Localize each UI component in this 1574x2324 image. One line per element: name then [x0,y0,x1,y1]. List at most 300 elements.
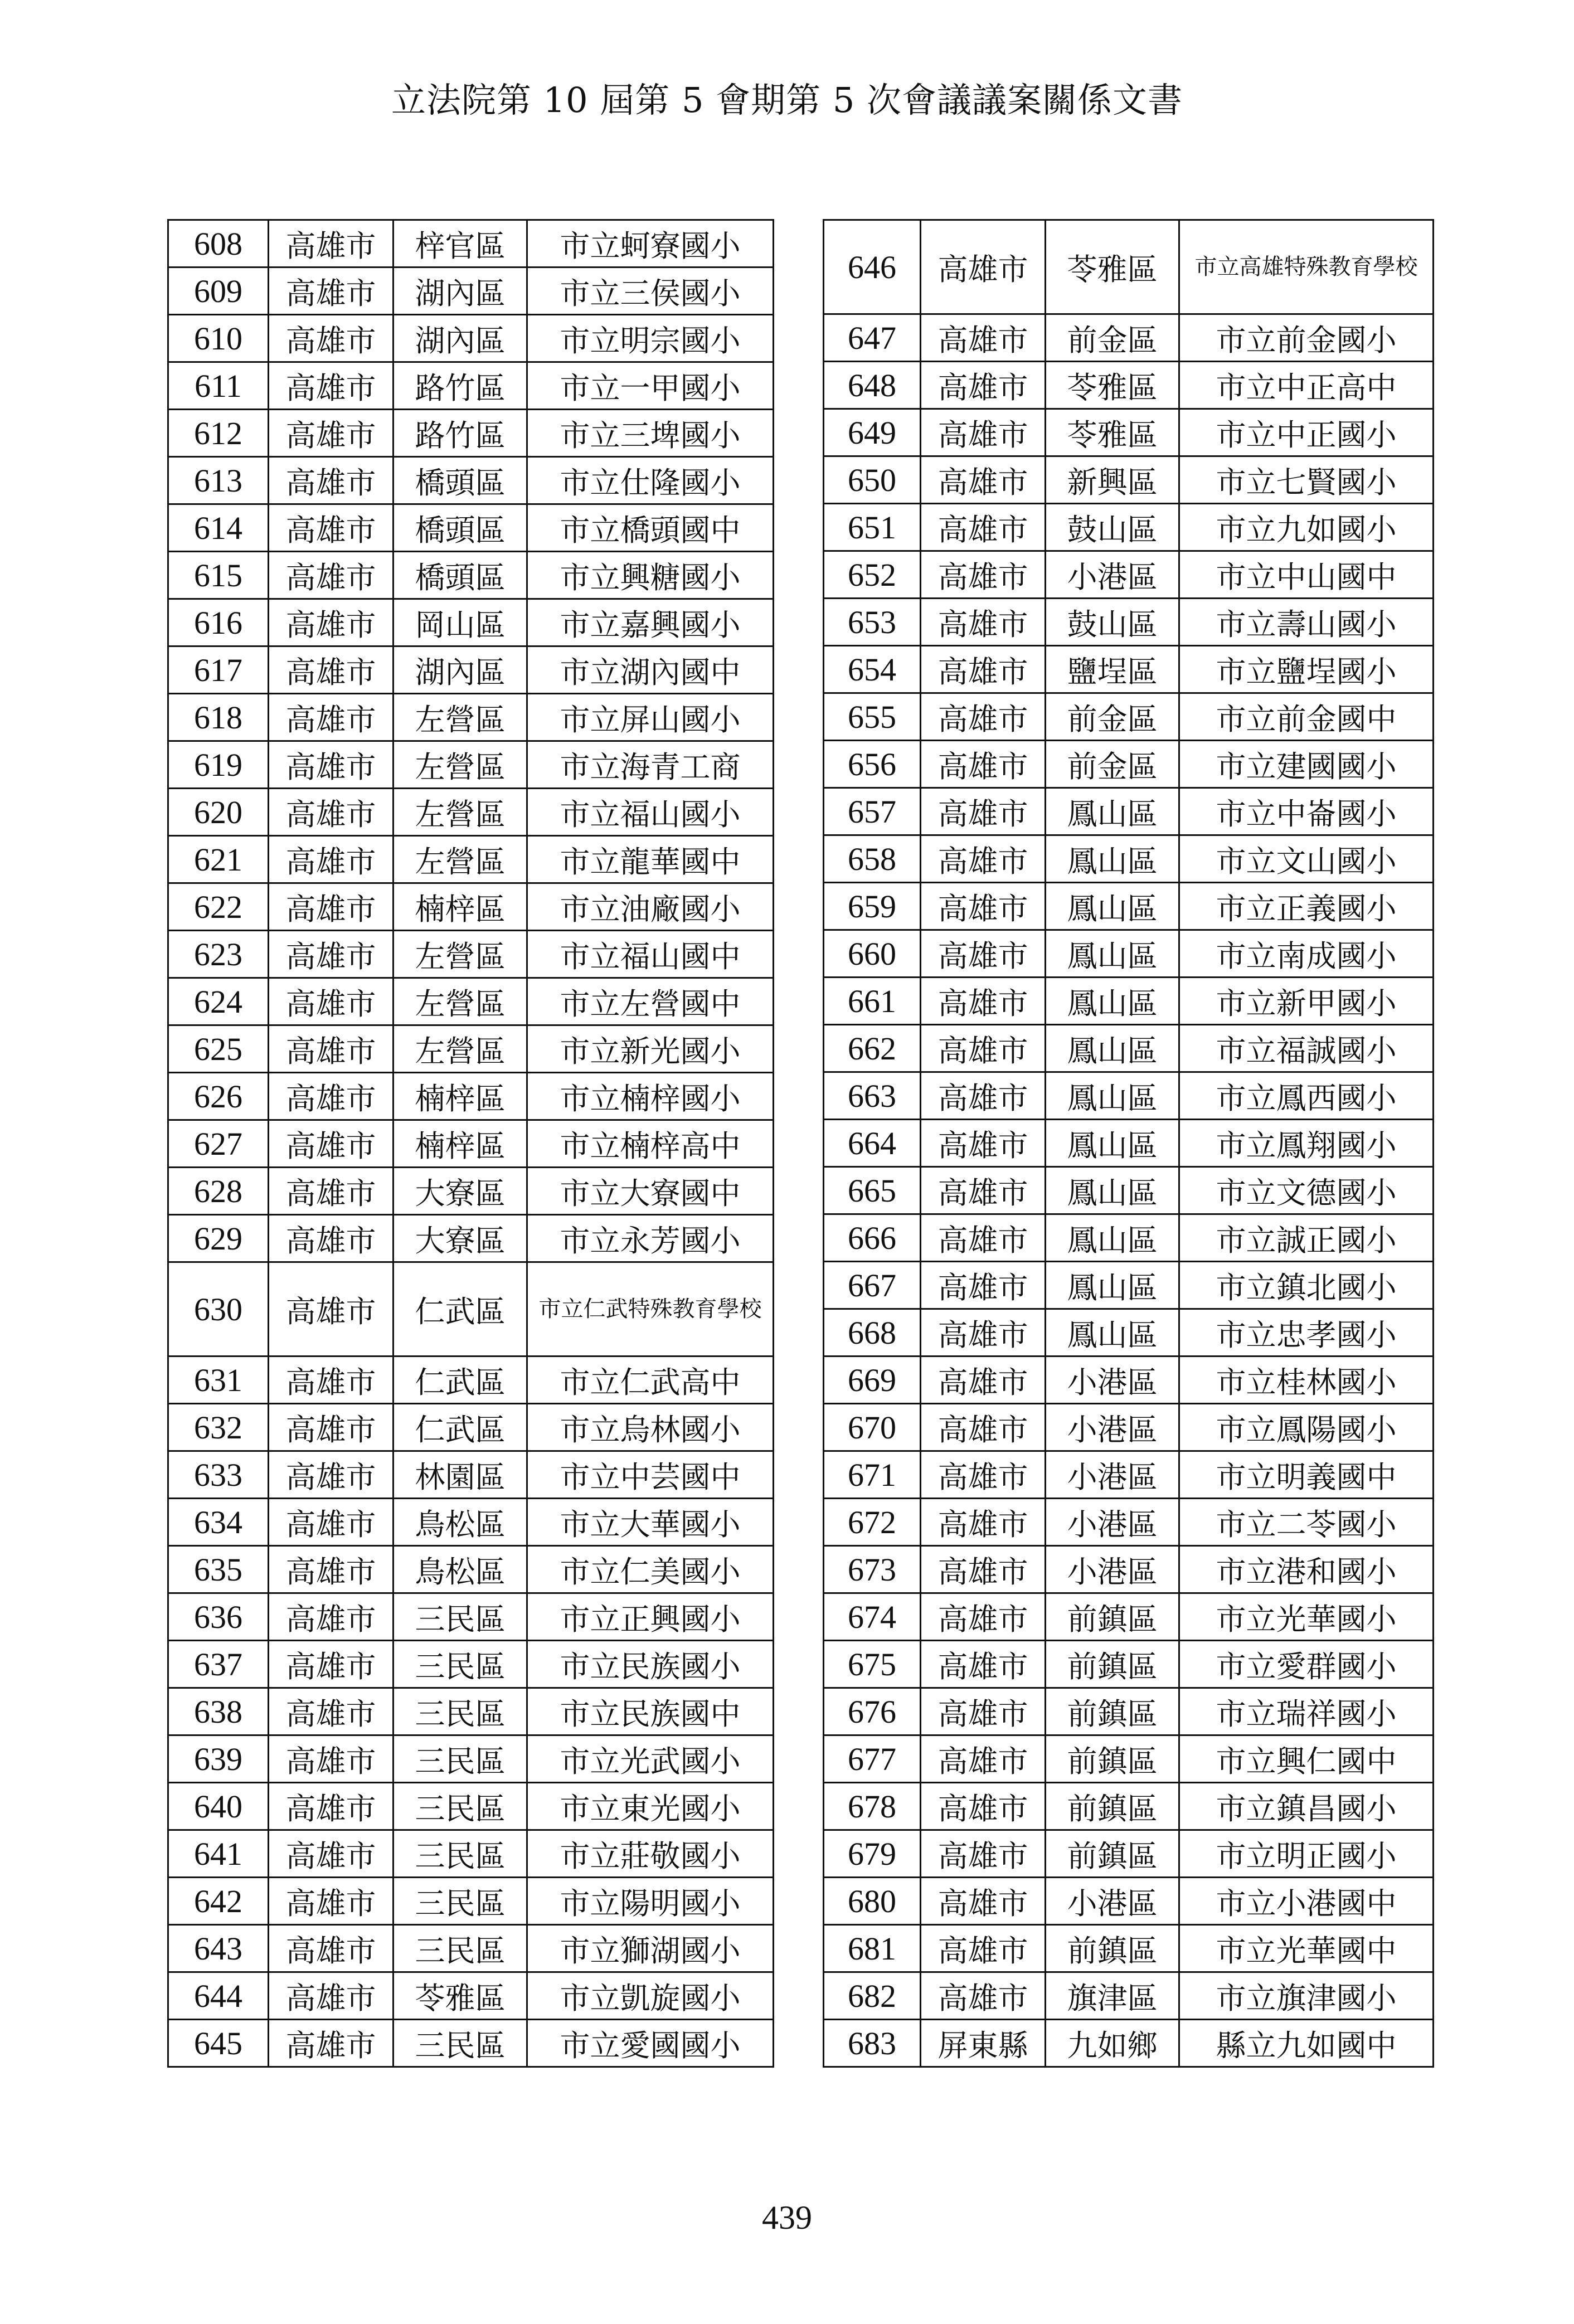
table-row [824,930,1434,978]
district-cell: 前鎮區 [1046,1735,1179,1783]
district-cell: 小港區 [1046,1357,1179,1404]
school-name-cell: 縣立九如國中 [1179,2020,1434,2067]
table-row [824,1120,1434,1167]
school-name-cell: 市立凱旋國小 [527,1972,774,2020]
city-cell: 高雄市 [921,220,1046,314]
district-cell: 鳳山區 [1046,1120,1179,1167]
school-name-cell: 市立民族國中 [527,1688,774,1735]
city-cell: 高雄市 [269,1120,394,1168]
school-name-cell: 市立港和國小 [1179,1546,1434,1593]
city-cell: 高雄市 [269,1262,394,1357]
school-name-cell: 市立興糖國小 [527,552,774,599]
table-row [824,220,1434,314]
district-cell: 湖內區 [394,315,527,362]
table-row [168,1641,774,1688]
school-name-cell: 市立大寮國中 [527,1168,774,1215]
school-name-cell: 市立明正國小 [1179,1830,1434,1878]
city-cell: 高雄市 [269,410,394,457]
row-number: 612 [168,410,269,457]
table-row [168,1830,774,1878]
district-cell: 鹽埕區 [1046,646,1179,693]
district-cell: 前金區 [1046,741,1179,788]
school-name-cell: 市立仁武特殊教育學校 [527,1262,774,1357]
school-name-cell: 市立鳳陽國小 [1179,1404,1434,1451]
row-number: 618 [168,694,269,741]
city-cell: 高雄市 [921,1451,1046,1499]
row-number: 636 [168,1593,269,1641]
district-cell: 仁武區 [394,1357,527,1404]
city-cell: 高雄市 [269,1593,394,1641]
row-number: 671 [824,1451,921,1499]
school-name-cell: 市立建國國小 [1179,741,1434,788]
district-cell: 路竹區 [394,410,527,457]
row-number: 683 [824,2020,921,2067]
row-number: 629 [168,1215,269,1262]
table-row [168,457,774,504]
school-name-cell: 市立湖內國中 [527,646,774,694]
city-cell: 高雄市 [269,1783,394,1830]
district-cell: 前鎮區 [1046,1830,1179,1878]
table-row [824,883,1434,930]
city-cell: 高雄市 [921,1167,1046,1214]
district-cell: 鳥松區 [394,1546,527,1593]
district-cell: 楠梓區 [394,883,527,931]
table-row [168,1025,774,1073]
row-number: 653 [824,599,921,646]
row-number: 638 [168,1688,269,1735]
district-cell: 前鎮區 [1046,1783,1179,1830]
city-cell: 高雄市 [269,1499,394,1546]
school-name-cell: 市立海青工商 [527,741,774,789]
city-cell: 高雄市 [921,1783,1046,1830]
district-cell: 左營區 [394,1025,527,1073]
row-number: 679 [824,1830,921,1878]
school-name-cell: 市立七賢國小 [1179,456,1434,504]
district-cell: 橋頭區 [394,457,527,504]
table-row [168,1783,774,1830]
city-cell: 高雄市 [921,1262,1046,1309]
city-cell: 高雄市 [269,1972,394,2020]
table-row [824,788,1434,835]
city-cell: 高雄市 [269,978,394,1025]
city-cell: 高雄市 [269,694,394,741]
page-number: 439 [762,2199,812,2236]
school-name-cell: 市立民族國小 [527,1641,774,1688]
school-name-cell: 市立瑞祥國小 [1179,1688,1434,1735]
city-cell: 高雄市 [921,1072,1046,1120]
row-number: 673 [824,1546,921,1593]
table-row [824,978,1434,1025]
district-cell: 左營區 [394,694,527,741]
row-number: 625 [168,1025,269,1073]
district-cell: 楠梓區 [394,1120,527,1168]
district-cell: 三民區 [394,1830,527,1878]
district-cell: 三民區 [394,1878,527,1925]
school-name-cell: 市立愛國國小 [527,2020,774,2067]
row-number: 643 [168,1925,269,1972]
school-name-cell: 市立興仁國中 [1179,1735,1434,1783]
row-number: 615 [168,552,269,599]
city-cell: 高雄市 [269,1168,394,1215]
row-number: 644 [168,1972,269,2020]
row-number: 660 [824,930,921,978]
district-cell: 前鎮區 [1046,1688,1179,1735]
school-name-cell: 市立光武國小 [527,1735,774,1783]
row-number: 661 [824,978,921,1025]
row-number: 667 [824,1262,921,1309]
district-cell: 鳳山區 [1046,1214,1179,1262]
table-row [168,220,774,268]
school-name-cell: 市立旗津國小 [1179,1972,1434,2020]
row-number: 666 [824,1214,921,1262]
district-cell: 湖內區 [394,646,527,694]
city-cell: 高雄市 [269,1073,394,1120]
table-row [168,599,774,646]
city-cell: 高雄市 [921,504,1046,551]
table-row [824,504,1434,551]
school-name-cell: 市立福誠國小 [1179,1025,1434,1072]
school-name-cell: 市立仁美國小 [527,1546,774,1593]
table-row [824,1309,1434,1357]
school-name-cell: 市立嘉興國小 [527,599,774,646]
school-name-cell: 市立楠梓國小 [527,1073,774,1120]
school-name-cell: 市立誠正國小 [1179,1214,1434,1262]
district-cell: 岡山區 [394,599,527,646]
district-cell: 三民區 [394,1925,527,1972]
city-cell: 高雄市 [269,1925,394,1972]
row-number: 631 [168,1357,269,1404]
city-cell: 高雄市 [921,1309,1046,1357]
row-number: 674 [824,1593,921,1641]
district-cell: 梓官區 [394,220,527,268]
school-name-cell: 市立仕隆國小 [527,457,774,504]
district-cell: 左營區 [394,978,527,1025]
table-row [168,1499,774,1546]
table-row [168,741,774,789]
city-cell: 高雄市 [921,1688,1046,1735]
table-row [824,1357,1434,1404]
row-number: 675 [824,1641,921,1688]
row-number: 642 [168,1878,269,1925]
city-cell: 高雄市 [921,1641,1046,1688]
city-cell: 高雄市 [921,314,1046,362]
row-number: 613 [168,457,269,504]
table-row [824,1546,1434,1593]
school-name-cell: 市立文德國小 [1179,1167,1434,1214]
school-name-cell: 市立楠梓高中 [527,1120,774,1168]
school-name-cell: 市立福山國小 [527,789,774,836]
city-cell: 高雄市 [921,1120,1046,1167]
city-cell: 高雄市 [269,552,394,599]
table-row [824,1735,1434,1783]
row-number: 616 [168,599,269,646]
table-row [824,1878,1434,1925]
row-number: 621 [168,836,269,883]
row-number: 652 [824,551,921,599]
district-cell: 新興區 [1046,456,1179,504]
city-cell: 高雄市 [921,1404,1046,1451]
district-cell: 苓雅區 [394,1972,527,2020]
row-number: 657 [824,788,921,835]
row-number: 648 [824,362,921,409]
table-row [824,551,1434,599]
city-cell: 高雄市 [921,1972,1046,2020]
school-name-cell: 市立二苓國小 [1179,1499,1434,1546]
table-row [168,362,774,410]
city-cell: 高雄市 [921,646,1046,693]
table-row [168,1593,774,1641]
table-row [168,1878,774,1925]
row-number: 677 [824,1735,921,1783]
district-cell: 三民區 [394,1641,527,1688]
table-row [168,504,774,552]
school-name-cell: 市立陽明國小 [527,1878,774,1925]
school-name-cell: 市立烏林國小 [527,1404,774,1451]
row-number: 655 [824,693,921,741]
city-cell: 高雄市 [269,457,394,504]
district-cell: 鼓山區 [1046,599,1179,646]
table-row [824,1262,1434,1309]
school-name-cell: 市立鹽埕國小 [1179,646,1434,693]
school-name-cell: 市立一甲國小 [527,362,774,410]
district-cell: 鳳山區 [1046,1167,1179,1214]
city-cell: 高雄市 [921,1025,1046,1072]
row-number: 624 [168,978,269,1025]
city-cell: 高雄市 [921,1830,1046,1878]
row-number: 620 [168,789,269,836]
row-number: 663 [824,1072,921,1120]
table-row [168,1120,774,1168]
school-name-cell: 市立明義國中 [1179,1451,1434,1499]
table-row [824,1688,1434,1735]
city-cell: 高雄市 [269,883,394,931]
school-name-cell: 市立獅湖國小 [527,1925,774,1972]
row-number: 614 [168,504,269,552]
row-number: 635 [168,1546,269,1593]
district-cell: 林園區 [394,1451,527,1499]
row-number: 633 [168,1451,269,1499]
district-cell: 左營區 [394,741,527,789]
city-cell: 高雄市 [269,1451,394,1499]
school-name-cell: 市立高雄特殊教育學校 [1179,220,1434,314]
school-name-cell: 市立左營國中 [527,978,774,1025]
district-cell: 前金區 [1046,314,1179,362]
district-cell: 小港區 [1046,1451,1179,1499]
row-number: 658 [824,835,921,883]
district-cell: 九如鄉 [1046,2020,1179,2067]
table-row [168,1735,774,1783]
row-number: 639 [168,1735,269,1783]
district-cell: 橋頭區 [394,552,527,599]
school-name-cell: 市立鳳翔國小 [1179,1120,1434,1167]
table-row [824,1451,1434,1499]
school-name-cell: 市立光華國小 [1179,1593,1434,1641]
district-cell: 鳳山區 [1046,788,1179,835]
table-row [824,362,1434,409]
city-cell: 高雄市 [269,315,394,362]
table-row [168,1688,774,1735]
district-cell: 前鎮區 [1046,1593,1179,1641]
row-number: 647 [824,314,921,362]
row-number: 669 [824,1357,921,1404]
table-row [824,1214,1434,1262]
district-cell: 小港區 [1046,551,1179,599]
city-cell: 高雄市 [269,646,394,694]
table-row [168,268,774,315]
city-cell: 高雄市 [269,1404,394,1451]
row-number: 628 [168,1168,269,1215]
school-name-cell: 市立南成國小 [1179,930,1434,978]
school-name-cell: 市立正興國小 [527,1593,774,1641]
table-row [168,1262,774,1357]
table-row [824,1072,1434,1120]
district-cell: 小港區 [1046,1546,1179,1593]
district-cell: 鳳山區 [1046,835,1179,883]
school-name-cell: 市立九如國小 [1179,504,1434,551]
row-number: 680 [824,1878,921,1925]
city-cell: 高雄市 [269,1878,394,1925]
row-number: 634 [168,1499,269,1546]
row-number: 626 [168,1073,269,1120]
row-number: 622 [168,883,269,931]
row-number: 678 [824,1783,921,1830]
row-number: 654 [824,646,921,693]
school-name-cell: 市立中正高中 [1179,362,1434,409]
document-header: 立法院第 10 屆第 5 會期第 5 次會議議案關係文書 [391,80,1183,120]
city-cell: 高雄市 [269,1735,394,1783]
school-name-cell: 市立新光國小 [527,1025,774,1073]
city-cell: 高雄市 [269,741,394,789]
district-cell: 鳳山區 [1046,1025,1179,1072]
district-cell: 楠梓區 [394,1073,527,1120]
table-row [824,1025,1434,1072]
table-row [168,1073,774,1120]
district-cell: 仁武區 [394,1262,527,1357]
district-cell: 三民區 [394,1593,527,1641]
row-number: 630 [168,1262,269,1357]
city-cell: 高雄市 [269,836,394,883]
school-name-cell: 市立中山國中 [1179,551,1434,599]
district-cell: 仁武區 [394,1404,527,1451]
school-name-cell: 市立龍華國中 [527,836,774,883]
table-row [824,456,1434,504]
city-cell: 高雄市 [921,930,1046,978]
table-row [824,1167,1434,1214]
school-name-cell: 市立莊敬國小 [527,1830,774,1878]
city-cell: 高雄市 [269,1688,394,1735]
row-number: 656 [824,741,921,788]
district-cell: 左營區 [394,836,527,883]
row-number: 611 [168,362,269,410]
district-cell: 前金區 [1046,693,1179,741]
table-row [824,835,1434,883]
table-row [168,694,774,741]
city-cell: 高雄市 [921,741,1046,788]
table-row [168,1972,774,2020]
row-number: 665 [824,1167,921,1214]
school-name-cell: 市立屏山國小 [527,694,774,741]
city-cell: 高雄市 [921,835,1046,883]
table-row [168,1215,774,1262]
table-row [824,1972,1434,2020]
row-number: 645 [168,2020,269,2067]
city-cell: 高雄市 [269,1546,394,1593]
school-name-cell: 市立鳳西國小 [1179,1072,1434,1120]
district-cell: 鳥松區 [394,1499,527,1546]
row-number: 650 [824,456,921,504]
city-cell: 高雄市 [269,789,394,836]
table-row [824,2020,1434,2067]
table-row [824,1499,1434,1546]
city-cell: 高雄市 [269,1357,394,1404]
school-name-cell: 市立三侯國小 [527,268,774,315]
city-cell: 高雄市 [921,1214,1046,1262]
school-name-cell: 市立中正國小 [1179,409,1434,456]
row-number: 608 [168,220,269,268]
row-number: 637 [168,1641,269,1688]
city-cell: 高雄市 [269,931,394,978]
school-name-cell: 市立小港國中 [1179,1878,1434,1925]
row-number: 640 [168,1783,269,1830]
district-cell: 鳳山區 [1046,1072,1179,1120]
table-row [824,1404,1434,1451]
table-row [168,1357,774,1404]
table-row [824,1641,1434,1688]
school-name-cell: 市立前金國小 [1179,314,1434,362]
row-number: 649 [824,409,921,456]
district-cell: 三民區 [394,2020,527,2067]
district-cell: 旗津區 [1046,1972,1179,2020]
table-row [168,978,774,1025]
table-row [168,789,774,836]
table-row [168,931,774,978]
city-cell: 高雄市 [921,788,1046,835]
table-row [824,1925,1434,1972]
school-name-cell: 市立前金國中 [1179,693,1434,741]
table-row [824,1593,1434,1641]
district-cell: 鳳山區 [1046,883,1179,930]
city-cell: 高雄市 [269,504,394,552]
school-name-cell: 市立蚵寮國小 [527,220,774,268]
table-row [168,646,774,694]
row-number: 609 [168,268,269,315]
city-cell: 高雄市 [921,362,1046,409]
table-row [168,1546,774,1593]
district-cell: 三民區 [394,1783,527,1830]
city-cell: 高雄市 [921,1357,1046,1404]
city-cell: 屏東縣 [921,2020,1046,2067]
district-cell: 苓雅區 [1046,362,1179,409]
table-row [824,646,1434,693]
school-name-cell: 市立文山國小 [1179,835,1434,883]
city-cell: 高雄市 [269,1641,394,1688]
row-number: 627 [168,1120,269,1168]
district-cell: 大寮區 [394,1215,527,1262]
school-name-cell: 市立東光國小 [527,1783,774,1830]
school-name-cell: 市立光華國中 [1179,1925,1434,1972]
school-name-cell: 市立中崙國小 [1179,788,1434,835]
row-number: 682 [824,1972,921,2020]
table-row [824,1830,1434,1878]
school-name-cell: 市立橋頭國中 [527,504,774,552]
school-name-cell: 市立永芳國小 [527,1215,774,1262]
row-number: 651 [824,504,921,551]
row-number: 662 [824,1025,921,1072]
row-number: 659 [824,883,921,930]
district-cell: 鳳山區 [1046,978,1179,1025]
table-row [168,1451,774,1499]
city-cell: 高雄市 [269,2020,394,2067]
